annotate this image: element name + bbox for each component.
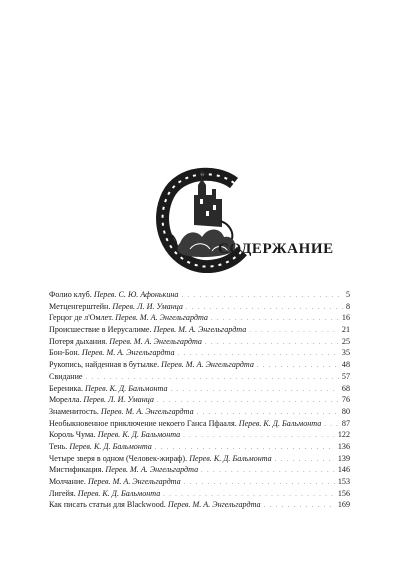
toc-entry-page: 16 (341, 313, 350, 323)
toc-entry[interactable] (49, 336, 350, 348)
toc-entry-text (49, 324, 246, 336)
toc-entry[interactable] (49, 441, 350, 453)
toc-entry-page: 48 (341, 360, 350, 370)
toc-entry-title: Герцог де л'Омлет. (49, 313, 114, 323)
toc-entry-text (49, 312, 208, 324)
toc-entry-page: 25 (341, 336, 350, 346)
toc-entry-title: Тень. (49, 441, 68, 451)
toc-entry-text (49, 429, 180, 441)
toc-entry-text (49, 488, 160, 500)
toc-entry-translator: Перев. М. А. Энгельгардта (161, 360, 254, 370)
toc-entry-text (49, 347, 175, 359)
toc-entry-page: 5 (345, 290, 350, 299)
toc-entry-translator: Перев. К. Д. Бальмонта (85, 383, 168, 393)
toc-entry-translator: Перев. С. Ю. Афонькина (93, 290, 179, 299)
toc-entry-title: Король Чума. (49, 430, 96, 440)
toc-entry-text (49, 453, 272, 465)
toc-entry-page: 153 (337, 477, 350, 486)
dot-leader (257, 361, 339, 373)
toc-entry[interactable] (49, 488, 350, 500)
toc-entry-translator: Перев. М. А. Энгельгардта (100, 406, 194, 416)
toc-entry[interactable] (49, 371, 350, 383)
toc-entry-title: Фолио клуб. (49, 290, 92, 299)
dot-leader (205, 338, 339, 350)
toc-entry[interactable] (49, 324, 350, 336)
toc-entry-text (49, 499, 261, 511)
toc-entry-text (49, 289, 178, 301)
toc-entry-title: Как писать статьи для Blackwood. (49, 500, 166, 510)
toc-entry-text (49, 359, 254, 371)
toc-entry[interactable] (49, 464, 350, 476)
toc-entry-title: Метценгерштейн. (49, 301, 111, 311)
toc-entry[interactable] (49, 394, 350, 406)
toc-entry[interactable] (49, 347, 350, 359)
toc-entry-text (49, 394, 154, 406)
toc-entry-text (49, 383, 168, 395)
toc-entry-page: 76 (341, 395, 350, 405)
toc-entry-translator: Перев. К. Д. Бальмонта (97, 430, 181, 440)
toc-entry-translator: Перев. М. А. Энгельгардта (115, 313, 208, 323)
toc-entry-page: 136 (337, 441, 350, 451)
toc-entry-page: 122 (337, 430, 350, 440)
toc-entry-translator: Перев. Л. И. Уманца (112, 301, 183, 311)
dot-leader (171, 385, 339, 397)
dot-leader (324, 420, 339, 432)
toc-entry[interactable] (49, 289, 350, 301)
toc-entry-title: Четыре зверя в одном (Человек-жираф). (49, 453, 188, 463)
toc-entry-page: 8 (345, 301, 350, 311)
heading-rest: ОДЕРЖАНИЕ (229, 241, 334, 257)
toc-entry-title: Свидание (49, 371, 83, 381)
toc-entry-page: 139 (337, 453, 350, 463)
toc-entry[interactable] (49, 383, 350, 395)
dot-leader (275, 455, 335, 467)
toc-entry-text (49, 371, 83, 383)
toc-entry-title: Мистификация. (49, 465, 104, 475)
toc-entry-page: 146 (337, 465, 350, 475)
toc-entry-translator: Перев. Л. И. Уманца (83, 395, 154, 405)
toc-entry-text (49, 336, 202, 348)
toc-entry-title: Потеря дыхания. (49, 336, 108, 346)
contents-heading (218, 241, 334, 258)
toc-entry-page: 156 (337, 488, 350, 498)
toc-entry-title: Рукопись, найденная в бутылке. (49, 360, 160, 370)
toc-entry-translator: Перев. М. А. Энгельгардта (105, 465, 199, 475)
toc-entry-page: 169 (337, 500, 350, 510)
toc-entry[interactable] (49, 418, 350, 430)
toc-entry-text (49, 418, 321, 430)
dot-leader (183, 431, 335, 443)
toc-entry-translator: Перев. М. А. Энгельгардта (109, 336, 202, 346)
toc-entry[interactable] (49, 453, 350, 465)
toc-entry[interactable] (49, 359, 350, 371)
toc-entry-text (49, 464, 198, 476)
toc-entry-translator: Перев. К. Д. Бальмонта (238, 418, 322, 428)
toc-entry-translator: Перев. К. Д. Бальмонта (189, 453, 272, 463)
toc-entry[interactable] (49, 499, 350, 511)
toc-entry-title: Молчание. (49, 477, 86, 486)
dot-leader (201, 466, 335, 478)
toc-entry[interactable] (49, 406, 350, 418)
toc-entry-title: Бон-Бон. (49, 348, 80, 358)
toc-entry-page: 21 (341, 325, 350, 335)
toc-entry[interactable] (49, 312, 350, 324)
toc-entry-title: Происшествие в Иерусалиме. (49, 325, 152, 335)
dot-leader (181, 291, 343, 303)
toc-entry-text (49, 406, 194, 418)
toc-entry[interactable] (49, 429, 350, 441)
heading-initial: С (218, 241, 230, 257)
toc-entry-title: Необыкновенное приключение некоего Ганса Пфааля. (49, 418, 237, 428)
toc-entry-translator: Перев. К. Д. Бальмонта (77, 488, 161, 498)
toc-entry-page: 87 (341, 418, 350, 428)
toc-entry-translator: Перев. К. Д. Бальмонта (69, 441, 152, 451)
toc-entry-page: 80 (341, 406, 350, 416)
toc-entry-title: Береника. (49, 383, 83, 393)
toc-entry-title: Лигейя. (49, 488, 76, 498)
toc-entry-translator: Перев. М. А. Энгельгардта (167, 500, 261, 510)
toc-entry-text (49, 301, 183, 313)
dot-leader (264, 501, 335, 513)
toc-entry-title: Знаменитость. (49, 406, 99, 416)
toc-entry-page: 57 (341, 371, 350, 381)
dot-leader (184, 478, 335, 490)
toc-entry-translator: Перев. М. А. Энгельгардта (153, 325, 247, 335)
dot-leader (249, 326, 339, 338)
toc-entry-text (49, 476, 181, 488)
toc-entry-translator: Перев. М. А. Энгельгардта (81, 348, 175, 358)
toc-entry-page: 35 (341, 348, 350, 358)
toc-entry-title: Морелла. (49, 395, 82, 405)
toc-entry[interactable] (49, 476, 350, 488)
toc-entry-translator: Перев. М. А. Энгельгардта (87, 477, 181, 486)
table-of-contents (49, 289, 350, 511)
toc-entry-text (49, 441, 152, 453)
dot-leader (186, 303, 343, 315)
toc-entry[interactable] (49, 301, 350, 313)
toc-entry-page: 68 (341, 383, 350, 393)
